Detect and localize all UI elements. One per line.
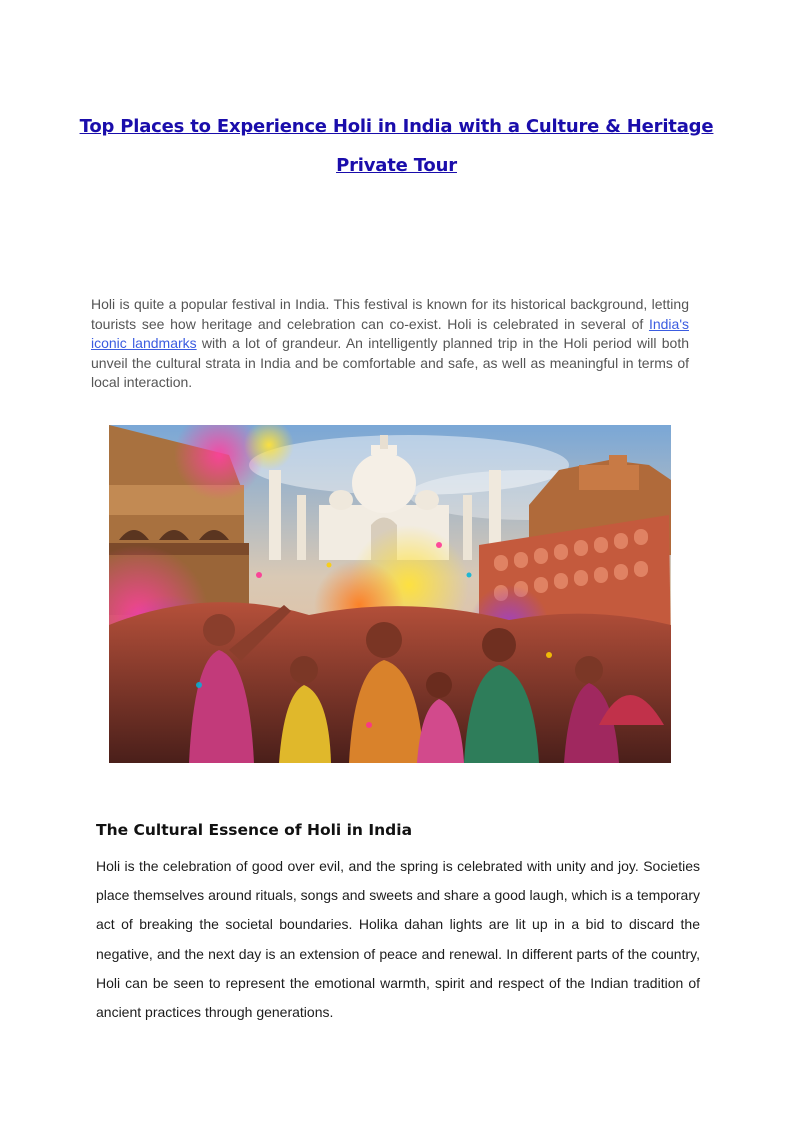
holi-festival-image bbox=[109, 425, 671, 763]
title-link-line-2[interactable]: Private Tour bbox=[336, 155, 457, 176]
section-heading: The Cultural Essence of Holi in India bbox=[96, 821, 413, 839]
title-line-2[interactable] bbox=[0, 155, 793, 176]
title-line-1[interactable] bbox=[0, 116, 793, 137]
section-body: Holi is the celebration of good over evil, and the spring is celebrated with unity and joy. Societies place themselves around rituals, songs and sweets and share a good laugh, which is a temporary act of breaking the societal boundaries. Holika dahan lights are lit up in a bid to discard the negative, and the next day is an extension of peace and renewal. In different parts of the country, Holi can be seen to represent the emotional warmth, spirit and respect of the Indian tradition of ancient practices through generations. bbox=[96, 858, 700, 1021]
intro-text-before-link: Holi is quite a popular festival in India. This festival is known for its historical background, letting tourists see how heritage and celebration can co-exist. Holi is celebrated in several of bbox=[91, 296, 689, 332]
landmarks-link[interactable]: India's iconic landmarks bbox=[91, 315, 689, 351]
holi-illustration bbox=[109, 425, 671, 763]
intro-text-after-link: with a lot of grandeur. An intelligently planned trip in the Holi period will both unveil the cultural strata in India and be comfortable and safe, as well as meaningful in terms of local interaction. bbox=[91, 335, 690, 390]
title-link-line-1[interactable]: Top Places to Experience Holi in India with a Culture & Heritage bbox=[79, 116, 714, 137]
intro-paragraph bbox=[91, 295, 689, 393]
